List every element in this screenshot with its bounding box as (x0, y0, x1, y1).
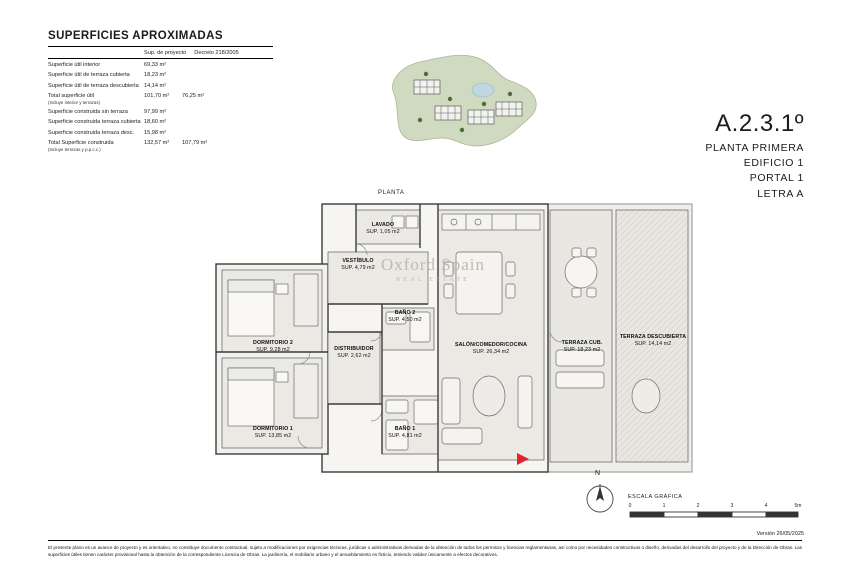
unit-code: A.2.3.1º (715, 110, 804, 137)
room-area: SUP. 4,50 m2 (388, 317, 422, 324)
table-row (48, 119, 324, 126)
legal-footer (48, 540, 802, 559)
title-line-building: EDIFICIO 1 (743, 157, 804, 170)
room-name: VESTÍBULO (342, 258, 374, 264)
surface-value-project: 101,70 m² (144, 93, 170, 100)
floor-plan-drawing (206, 200, 706, 480)
table-row (48, 62, 324, 69)
surface-value-project: 97,99 m² (144, 109, 167, 115)
room-label-terraza-descubierta (618, 334, 688, 348)
entry-arrow-icon (517, 453, 531, 465)
surface-value-project: 69,33 m² (144, 62, 167, 68)
room-label-dormitorio-1 (228, 426, 318, 440)
surface-label: Total Superficie construida (48, 140, 114, 147)
surface-label: Total superficie útil (48, 93, 95, 100)
room-area: SUP. 4,79 m2 (341, 265, 375, 272)
watermark-tagline: REAL ESTATE (395, 276, 471, 283)
room-label-distribuidor (320, 346, 388, 360)
room-name: DORMITORIO 2 (253, 340, 293, 346)
surfaces-title-rule (48, 46, 273, 47)
footer-rule (48, 540, 802, 541)
scale-tick-0: 0 (628, 503, 632, 509)
table-row (48, 130, 324, 137)
title-line-portal: PORTAL 1 (749, 172, 804, 185)
scale-ticks (628, 503, 808, 517)
title-line-floor: PLANTA PRIMERA (705, 142, 804, 154)
surface-value-project: 18,23 m² (144, 72, 167, 79)
surfaces-title: SUPERFICIES APROXIMADAS (48, 30, 223, 42)
room-label-bano2 (376, 310, 434, 324)
room-label-vestibulo (322, 258, 394, 272)
legal-text: El presente plano es un avance de proyecto y es orientativo, no constituye documento contractual, sujeto a modificaciones por exigencias técnicas, jurídicas o administrativas derivadas de la obtención de todos los permisos y licencias reglamentarias, así como por necesidades constructivas o diseño, derivadas del desarrollo del proyecto y de la Dirección de Obras. Las superficies útiles tienen carácter provisional hasta la obtención de la correspondiente Licencia de Obras. La jardinería, el mobiliario urbano y el amueblamiento es ficticio, teniendo validez únicamente a efectos decorativos. (48, 545, 802, 557)
north-label: N (595, 470, 601, 477)
room-area: SUP. 2,62 m2 (337, 353, 371, 360)
room-label-dormitorio-2 (228, 340, 318, 354)
scale-caption: ESCALA GRÁFICA (628, 494, 683, 500)
table-row (48, 140, 324, 152)
surface-label: Superficie útil de terraza cubierta (48, 72, 130, 79)
room-area: SUP. 14,14 m2 (634, 341, 672, 348)
room-area: SUP. 4,81 m2 (388, 433, 422, 440)
room-name: TERRAZA DESCUBIERTA (619, 334, 687, 340)
surface-sublabel: (Incluye terrazas y p.p.c.c.) (48, 147, 101, 153)
room-area: SUP. 13,85 m2 (254, 433, 292, 440)
table-row (48, 109, 324, 116)
surfaces-table (48, 30, 324, 156)
plan-heading: PLANTA (378, 190, 405, 196)
scale-tick-4: 4 (764, 503, 768, 509)
title-block (705, 112, 804, 202)
surfaces-header-rule (48, 58, 273, 59)
surface-label: Superficie útil interior (48, 62, 101, 68)
room-name: SALÓN/COMEDOR/COCINA (454, 342, 528, 348)
room-name: TERRAZA CUB. (561, 340, 603, 346)
surface-value-project: 14,14 m² (144, 82, 167, 89)
room-name: BAÑO 1 (394, 426, 416, 432)
version-label: Versión 26/05/2025 (756, 531, 804, 537)
table-row (48, 72, 324, 79)
room-area: SUP. 9,28 m2 (256, 347, 290, 354)
room-label-lavado (352, 222, 414, 236)
surface-value-project: 18,60 m² (144, 119, 167, 126)
room-area: SUP. 1,05 m2 (366, 229, 400, 236)
surface-value-decreto: 107,79 m² (182, 140, 208, 147)
scale-tick-5: 5m (794, 503, 802, 509)
surfaces-col-header-1: Decreto 218/2005 (194, 50, 239, 56)
surfaces-col-header-0: Sup. de proyecto (144, 50, 187, 56)
surface-value-project: 132,57 m² (144, 140, 170, 147)
surface-sublabel: (Incluye interior y terrazas) (48, 100, 100, 106)
room-area: SUP. 18,23 m2 (563, 347, 601, 354)
surface-label: Superficie útil de terraza descubierta (48, 82, 139, 89)
table-row (48, 83, 324, 90)
scale-tick-2: 2 (696, 503, 700, 509)
surface-label: Superficie construida terraza cubierta (48, 119, 141, 126)
room-name: LAVADO (371, 222, 395, 228)
room-label-bano1 (374, 426, 436, 440)
room-label-terraza-cubierta (552, 340, 612, 354)
title-line-letter: LETRA A (757, 187, 804, 200)
watermark-brand: Oxford Spain (380, 255, 486, 274)
north-compass (583, 470, 617, 516)
room-area: SUP. 26,34 m2 (472, 349, 510, 356)
scale-tick-3: 3 (730, 503, 734, 509)
table-row (48, 93, 324, 105)
scale-tick-1: 1 (662, 503, 666, 509)
room-name: DISTRIBUIDOR (334, 346, 374, 352)
room-name: BAÑO 2 (394, 310, 416, 316)
room-name: DORMITORIO 1 (253, 426, 293, 432)
surface-value-decreto: 76,25 m² (182, 93, 205, 100)
scale-bar (628, 494, 808, 517)
surface-label: Superficie construida terraza desc. (48, 129, 135, 136)
site-plan-key (358, 50, 558, 170)
surfaces-column-headers (48, 50, 324, 56)
surface-value-project: 15,98 m² (144, 129, 167, 136)
room-label-salon-comedor-cocina (432, 342, 550, 356)
surface-label: Superficie construida sin terraza (48, 109, 128, 115)
